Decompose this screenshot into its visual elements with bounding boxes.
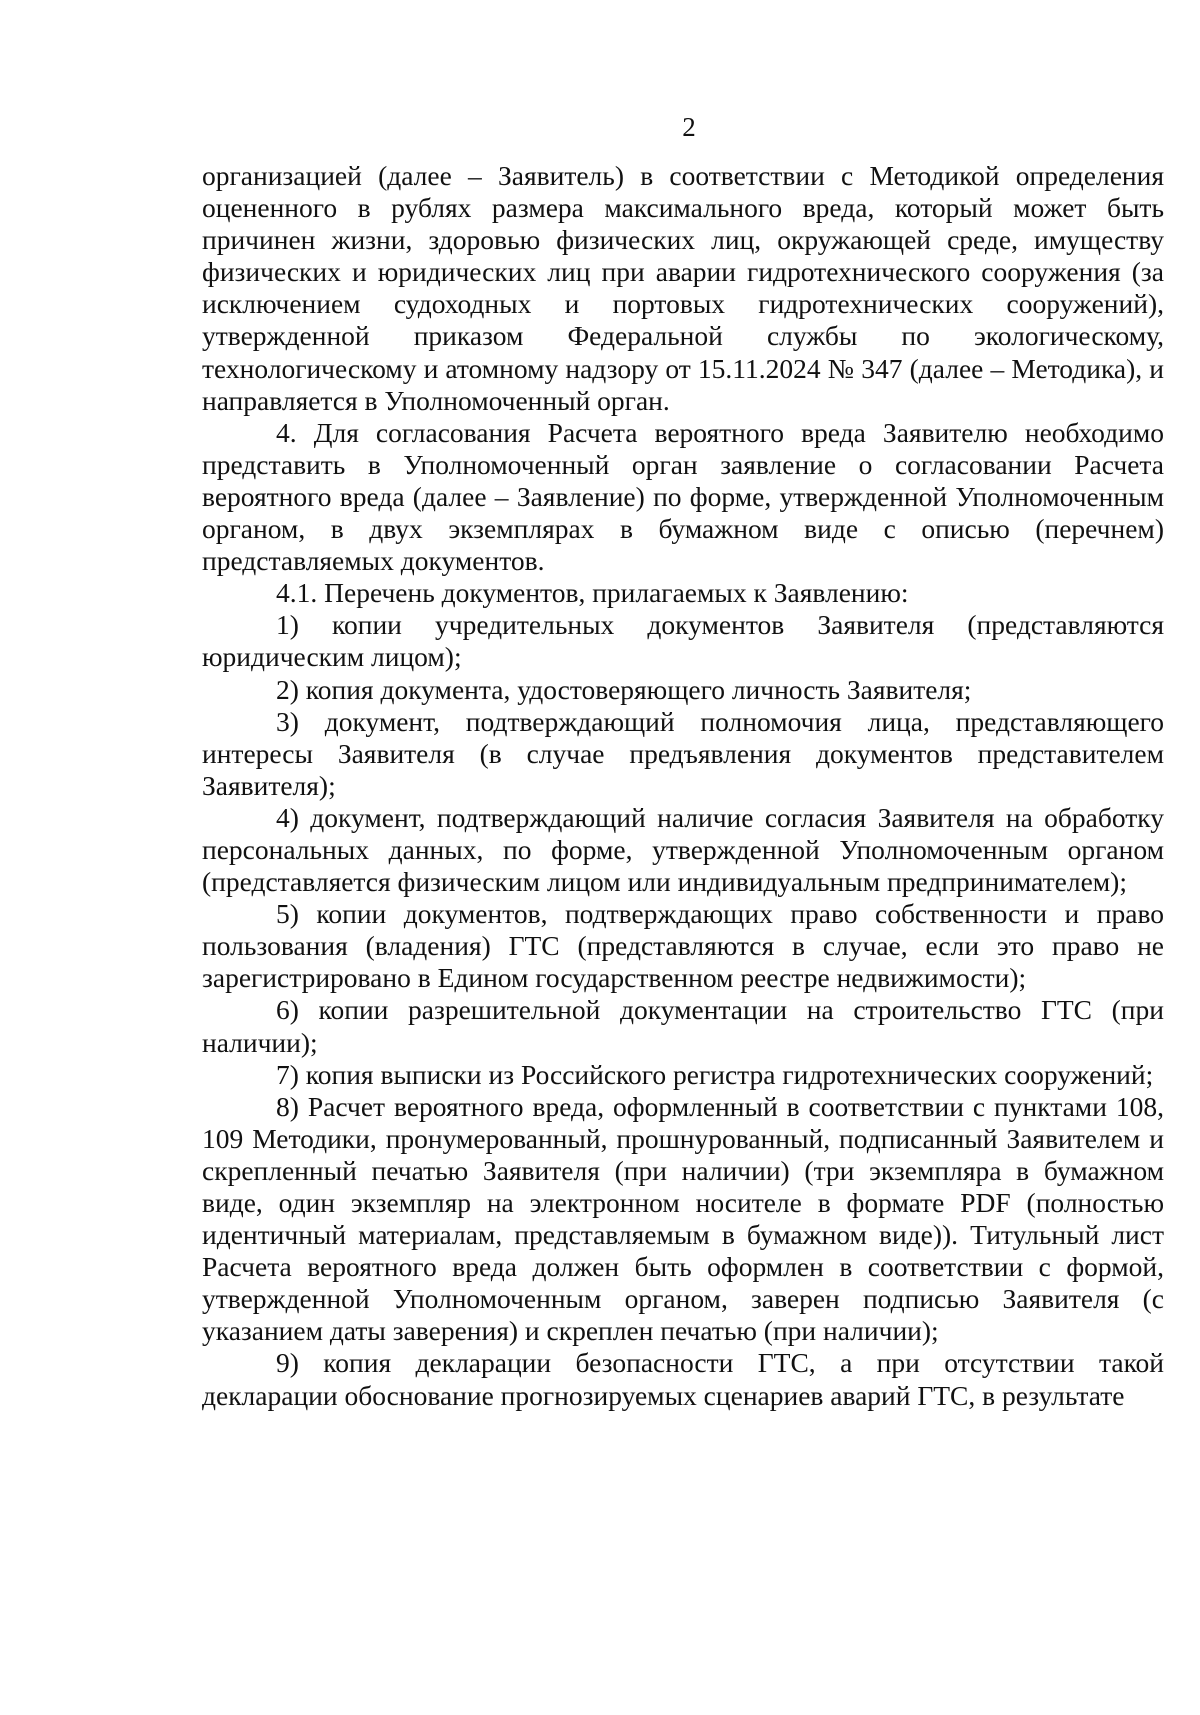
- list-item-8: 8) Расчет вероятного вреда, оформленный в соответствии с пунктами 108, 109 Методики, пронумерованный, прошнурованный, подписанный Заявителем и скрепленный печатью Заявителя (при наличии) (три экземпляра в бумажном виде, один экземпляр на электронном носителе в формате PDF (полностью идентичный материалам, представляемым в бумажном виде)). Титульный лист Расчета вероятного вреда должен быть оформлен в соответствии с формой, утвержденной Уполномоченным органом, заверен подписью Заявителя (с указанием даты заверения) и скреплен печатью (при наличии);: [202, 1090, 1164, 1347]
- list-item-3: 3) документ, подтверждающий полномочия лица, представляющего интересы Заявителя (в случае предъявления документов представителем Заявителя);: [202, 705, 1164, 801]
- document-body: [202, 160, 1164, 1412]
- list-item-7: 7) копия выписки из Российского регистра гидротехнических сооружений;: [276, 1058, 1154, 1090]
- paragraph-item-4-1: 4.1. Перечень документов, прилагаемых к Заявлению:: [276, 577, 909, 609]
- list-item-9: 9) копия декларации безопасности ГТС, а при отсутствии такой декларации обоснование прогнозируемых сценариев аварий ГТС, в результате: [202, 1347, 1164, 1411]
- list-item-4: 4) документ, подтверждающий наличие согласия Заявителя на обработку персональных данных, по форме, утвержденной Уполномоченным органом (представляется физическим лицом или индивидуальным предпринимателем);: [202, 801, 1164, 898]
- page-number: 2: [682, 112, 696, 142]
- list-item-2: 2) копия документа, удостоверяющего личность Заявителя;: [276, 673, 972, 705]
- list-item-5: 5) копии документов, подтверждающих право собственности и право пользования (владения) ГТС (представляются в случае, если это право не зарегистрировано в Едином государственном реестре недвижимости);: [202, 898, 1164, 994]
- paragraph-item-4: 4. Для согласования Расчета вероятного вреда Заявителю необходимо представить в Уполномоченный орган заявление о согласовании Расчета вероятного вреда (далее – Заявление) по форме, утвержденной Уполномоченным органом, в двух экземплярах в бумажном виде с описью (перечнем) представляемых документов.: [202, 416, 1164, 577]
- list-item-6: 6) копии разрешительной документации на строительство ГТС (при наличии);: [202, 994, 1164, 1058]
- paragraph-continuation: организацией (далее – Заявитель) в соответствии с Методикой определения оцененного в рублях размера максимального вреда, который может быть причинен жизни, здоровью физических лиц, окружающей среде, имуществу физических и юридических лиц при аварии гидротехнического сооружения (за исключением судоходных и портовых гидротехнических сооружений), утвержденной приказом Федеральной службы по экологическому, технологическому и атомному надзору от 15.11.2024 № 347 (далее – Методика), и направляется в Уполномоченный орган.: [202, 160, 1164, 416]
- list-item-1: 1) копии учредительных документов Заявителя (представляются юридическим лицом);: [202, 609, 1164, 673]
